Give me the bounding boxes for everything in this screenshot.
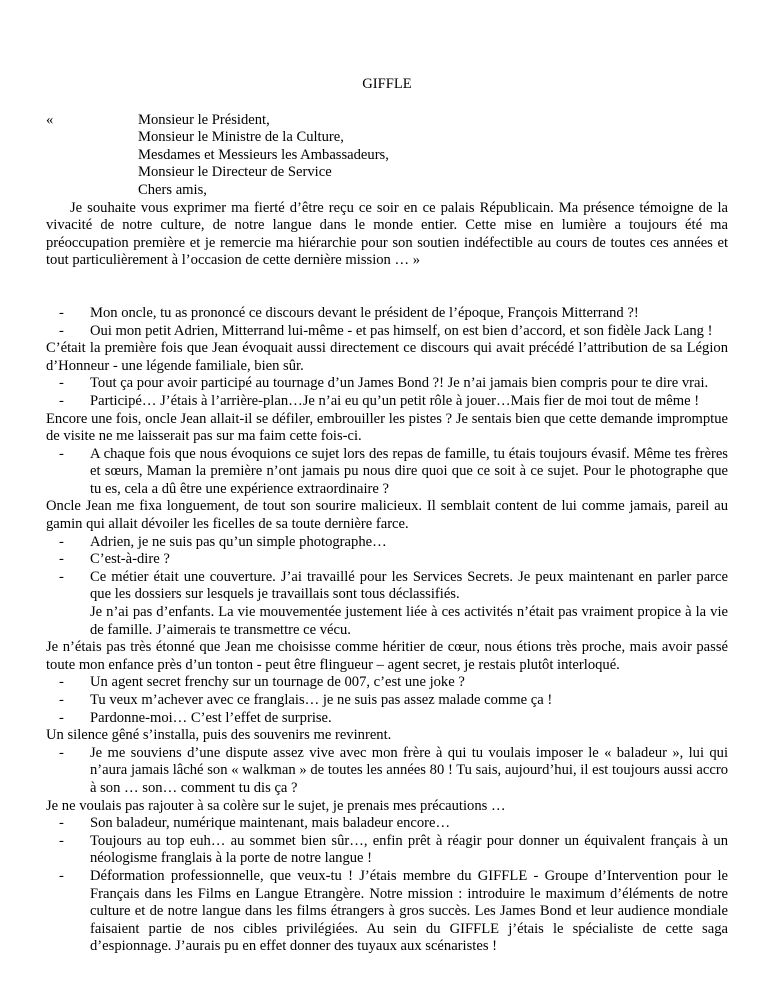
dialogue-text: C’est-à-dire ?	[90, 551, 170, 568]
dialogue-body	[46, 305, 728, 956]
speech-paragraph: Je souhaite vous exprimer ma fierté d’être reçu ce soir en ce palais Républicain. Ma présence témoigne de la vivacité de notre culture, de notre langue dans le monde entier. Cette mise en lumière a toujours été ma préoccupation première et je remercie ma hiérarchie pour son soutien indéfectible au cours de toutes ces années et tout particulièrement à l’occasion de cette dernière mission … »	[46, 199, 728, 269]
dialogue-line	[46, 674, 728, 692]
open-quote: «	[46, 111, 54, 128]
dialogue-text: Son baladeur, numérique maintenant, mais baladeur encore…	[90, 815, 451, 832]
dialogue-line	[46, 569, 728, 604]
dash-marker: -	[59, 568, 64, 585]
salutation-line: Monsieur le Ministre de la Culture,	[138, 129, 344, 146]
dialogue-text: Mon oncle, tu as prononcé ce discours devant le président de l’époque, François Mitterrand ?!	[90, 304, 639, 321]
dash-marker: -	[59, 832, 64, 849]
salutation-line: Chers amis,	[138, 181, 207, 198]
dialogue-line	[46, 710, 728, 728]
salutation-line: Mesdames et Messieurs les Ambassadeurs,	[138, 146, 389, 163]
dialogue-line	[46, 375, 728, 393]
narration-paragraph: Un silence gêné s’installa, puis des souvenirs me revinrent.	[46, 727, 392, 744]
dash-marker: -	[59, 867, 64, 884]
dash-marker: -	[59, 692, 64, 708]
dialogue-text: Participé… J’étais à l’arrière-plan…Je n’ai eu qu’un petit rôle à jouer…Mais fier de moi tout de même !	[90, 392, 700, 409]
dialogue-text: A chaque fois que nous évoquions ce sujet lors des repas de famille, tu étais toujours évasif. Même tes frères et sœurs, Maman la première n’ont jamais pu nous dire quoi que ce soit à ce sujet. Pour le photographe que tu es, cela a dû être une expérience extraordinaire ?	[90, 445, 728, 497]
narration-paragraph: C’était la première fois que Jean évoquait aussi directement ce discours qui avait précédé l’attribution de sa Légion d’Honneur - une légende familiale, bien sûr.	[46, 340, 728, 374]
dialogue-text: Un agent secret frenchy sur un tournage de 007, c’est une joke ?	[90, 674, 465, 691]
dialogue-line	[46, 692, 728, 710]
narration-paragraph: Je n’étais pas très étonné que Jean me choisisse comme héritier de cœur, nous étions très proche, mais avoir passé toute mon enfance près d’un tonton - peut être flingueur – agent secret, je restais plutôt interloqué.	[46, 639, 728, 673]
dialogue-text: Déformation professionnelle, que veux-tu ! J’étais membre du GIFFLE - Groupe d’Intervention pour le Français dans les Films en Langue Etrangère. Notre mission : introduire le maximum d’éléments de notre culture et de notre langue dans les films étrangers à gros succès. Les James Bond et leur audience mondiale faisaient partie de nos cibles privilégiées. Au sein du GIFFLE j’étais le spécialiste de cette saga d’espionnage. J’aurais pu en effet donner des tuyaux aux scénaristes !	[90, 867, 728, 955]
dialogue-text: Je me souviens d’une dispute assez vive avec mon frère à qui tu voulais imposer le « baladeur », lui qui n’aura jamais lâché son « walkman » de toutes les années 80 ! Tu sais, aujourd’hui, il est toujours aussi accro à son … son… comment tu dis ça ?	[90, 744, 728, 796]
dash-marker: -	[59, 674, 64, 691]
narration-paragraph: Encore une fois, oncle Jean allait-il se défiler, embrouiller les pistes ? Je sentais bien que cette demande impromptue de visite ne me laisserait pas sur ma faim cette fois-ci.	[46, 410, 728, 445]
document-title: GIFFLE	[362, 76, 412, 92]
dialogue-line	[46, 534, 728, 552]
dialogue-text: Adrien, je ne suis pas qu’un simple photographe…	[90, 533, 387, 550]
salutation	[46, 112, 728, 200]
dash-marker: -	[59, 709, 64, 726]
dash-marker: -	[59, 551, 64, 568]
dash-marker: -	[59, 375, 64, 392]
dialogue-text: Ce métier était une couverture. J’ai travaillé pour les Services Secrets. Je peux maintenant en parler parce que les dossiers sur lesquels je travaillais sont tous déclassifiés.	[90, 568, 728, 603]
salutation-line: Monsieur le Directeur de Service	[138, 164, 332, 181]
dialogue-line	[46, 323, 728, 341]
document-page	[46, 76, 728, 956]
dash-marker: -	[59, 322, 64, 339]
dialogue-line	[46, 305, 728, 323]
narration-paragraph: Oncle Jean me fixa longuement, de tout son sourire malicieux. Il semblait content de lui comme jamais, pareil au gamin qui allait dévoiler les ficelles de sa toute dernière farce.	[46, 498, 728, 533]
dash-marker: -	[59, 533, 64, 550]
dialogue-line	[46, 446, 728, 499]
dialogue-text: Tu veux m’achever avec ce franglais… je ne suis pas assez malade comme ça !	[90, 692, 553, 708]
dialogue-text: Toujours au top euh… au sommet bien sûr…, enfin prêt à réagir pour donner un équivalent français à un néologisme franglais à la porte de notre langue !	[90, 832, 728, 867]
dialogue-line	[46, 815, 728, 833]
dialogue-line	[46, 745, 728, 798]
dialogue-text: Oui mon petit Adrien, Mitterrand lui-même - et pas himself, on est bien d’accord, et son fidèle Jack Lang !	[90, 322, 713, 339]
dash-marker: -	[59, 304, 64, 321]
dialogue-text: Pardonne-moi… C’est l’effet de surprise.	[90, 709, 332, 726]
salutation-lines	[46, 112, 728, 200]
dialogue-continuation: Je n’ai pas d’enfants. La vie mouvementée justement liée à ces activités n’était pas vraiment propice à la vie de famille. J’aimerais te transmettre ce vécu.	[90, 604, 728, 638]
dialogue-text: Tout ça pour avoir participé au tournage d’un James Bond ?! Je n’ai jamais bien compris pour te dire vrai.	[90, 375, 709, 392]
dash-marker: -	[59, 392, 64, 409]
dash-marker: -	[59, 815, 64, 832]
salutation-line: Monsieur le Président,	[138, 111, 270, 128]
narration-paragraph: Je ne voulais pas rajouter à sa colère sur le sujet, je prenais mes précautions …	[46, 797, 506, 814]
dash-marker: -	[59, 744, 64, 761]
dialogue-line	[46, 833, 728, 868]
dialogue-line	[46, 868, 728, 956]
dialogue-line	[46, 393, 728, 411]
section-gap	[46, 270, 728, 305]
dash-marker: -	[59, 445, 64, 462]
dialogue-line	[46, 551, 728, 569]
